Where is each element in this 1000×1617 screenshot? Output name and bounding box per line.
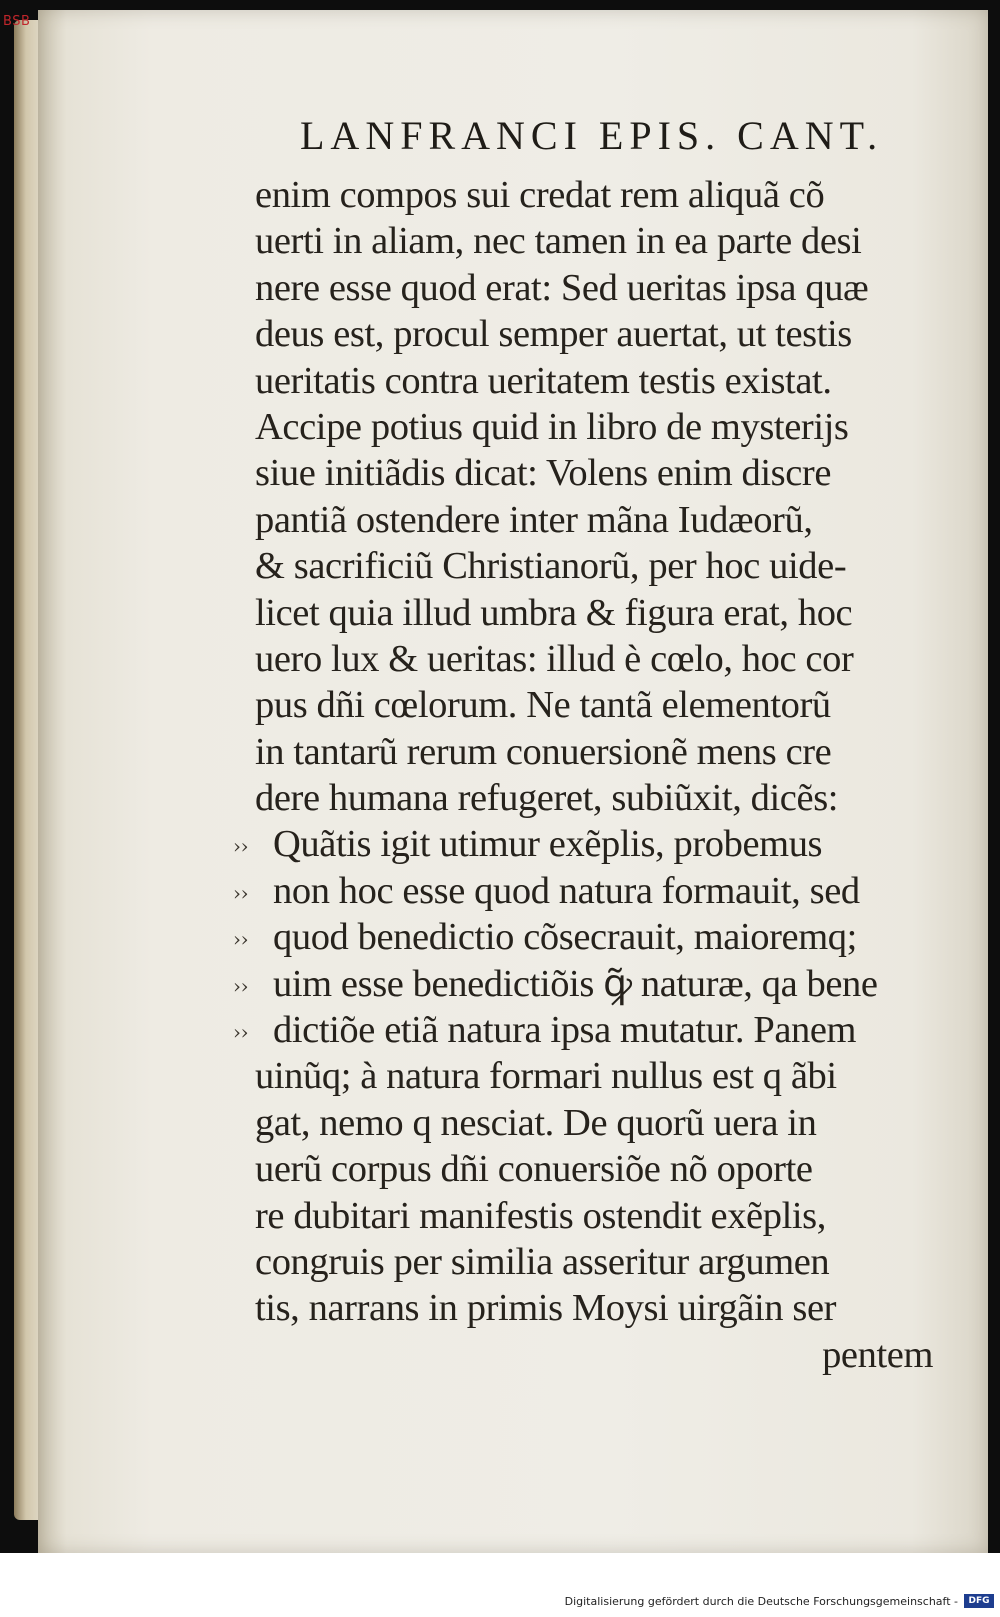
- footer-bar: [0, 1553, 1000, 1617]
- text-line-content: uero lux & ueritas: illud è cœlo, hoc cor: [255, 637, 854, 680]
- text-line-content: uim esse benedictiõis ꝙ̃ naturæ, qa bene: [273, 962, 878, 1005]
- text-line: [255, 775, 945, 821]
- text-line-content: tis, narrans in primis Moysi uirgãin ser: [255, 1287, 837, 1330]
- quotation-marker: ››: [233, 973, 249, 998]
- text-line-content: ueritatis contra ueritatem testis existat.: [255, 359, 832, 402]
- quotation-marker: ››: [233, 880, 249, 905]
- text-line: [255, 265, 945, 311]
- text-line: [233, 821, 945, 867]
- text-line-content: Accipe potius quid in libro de mysterijs: [255, 405, 849, 448]
- text-line-content: pus dñi cœlorum. Ne tantã elementorũ: [255, 684, 831, 727]
- text-line: [255, 1100, 945, 1146]
- dfg-logo: DFG: [964, 1594, 994, 1608]
- text-line: [255, 543, 945, 589]
- text-line: [255, 1146, 945, 1192]
- text-line-content: uerti in aliam, nec tamen in ea parte desi: [255, 220, 862, 263]
- text-block: [233, 172, 945, 1378]
- text-line: [255, 636, 945, 682]
- catchword: pentem: [822, 1333, 933, 1376]
- text-line-content: Quãtis igit utimur exẽplis, probemus: [273, 823, 823, 866]
- text-line: [255, 172, 945, 218]
- text-line: [255, 404, 945, 450]
- text-line-content: uinũq; à natura formari nullus est q ãbi: [255, 1055, 837, 1098]
- text-line: [255, 1053, 945, 1099]
- text-line: [255, 682, 945, 728]
- text-line: [233, 914, 945, 960]
- text-line-content: uerũ corpus dñi conuersiõe nõ oporte: [255, 1148, 813, 1191]
- text-line: [255, 1193, 945, 1239]
- quotation-marker: ››: [233, 927, 249, 952]
- library-mark: BSB: [3, 14, 31, 29]
- text-line: [255, 1285, 945, 1331]
- text-line-content: non hoc esse quod natura formauit, sed: [273, 869, 860, 912]
- text-line-content: & sacrificiũ Christianorũ, per hoc uide-: [255, 545, 847, 588]
- text-line-content: pantiã ostendere inter mãna Iudæorũ,: [255, 498, 813, 541]
- quotation-marker: ››: [233, 1020, 249, 1045]
- text-line-content: siue initiãdis dicat: Volens enim discre: [255, 452, 832, 495]
- text-line: [255, 1239, 945, 1285]
- text-line: [233, 868, 945, 914]
- text-line: [255, 590, 945, 636]
- text-line-content: gat, nemo q nesciat. De quorũ uera in: [255, 1101, 817, 1144]
- text-line: [255, 729, 945, 775]
- text-line: [255, 497, 945, 543]
- text-line-content: nere esse quod erat: Sed ueritas ipsa quæ: [255, 266, 869, 309]
- text-line-content: deus est, procul semper auertat, ut testis: [255, 313, 852, 356]
- text-line: [233, 1007, 945, 1053]
- text-line-content: dictiõe etiã natura ipsa mutatur. Panem: [273, 1009, 857, 1052]
- text-line-content: congruis per similia asseritur argumen: [255, 1240, 830, 1283]
- text-line: [255, 358, 945, 404]
- text-line: [233, 961, 945, 1007]
- text-line-content: re dubitari manifestis ostendit exẽplis,: [255, 1194, 826, 1237]
- text-line-content: enim compos sui credat rem aliquã cõ: [255, 174, 825, 216]
- text-line-content: licet quia illud umbra & figura erat, hoc: [255, 591, 853, 634]
- running-head: LANFRANCI EPIS. CANT.: [300, 113, 884, 158]
- text-line-content: quod benedictio cõsecrauit, maioremq;: [273, 916, 857, 959]
- text-line-content: dere humana refugeret, subiũxit, dicẽs:: [255, 777, 839, 820]
- text-line: [255, 311, 945, 357]
- text-line-content: in tantarũ rerum conuersionẽ mens cre: [255, 730, 832, 773]
- text-line: [255, 450, 945, 496]
- funding-notice: Digitalisierung gefördert durch die Deutsche Forschungsgemeinschaft -: [564, 1595, 958, 1608]
- text-line: [255, 218, 945, 264]
- quotation-marker: ››: [233, 834, 249, 859]
